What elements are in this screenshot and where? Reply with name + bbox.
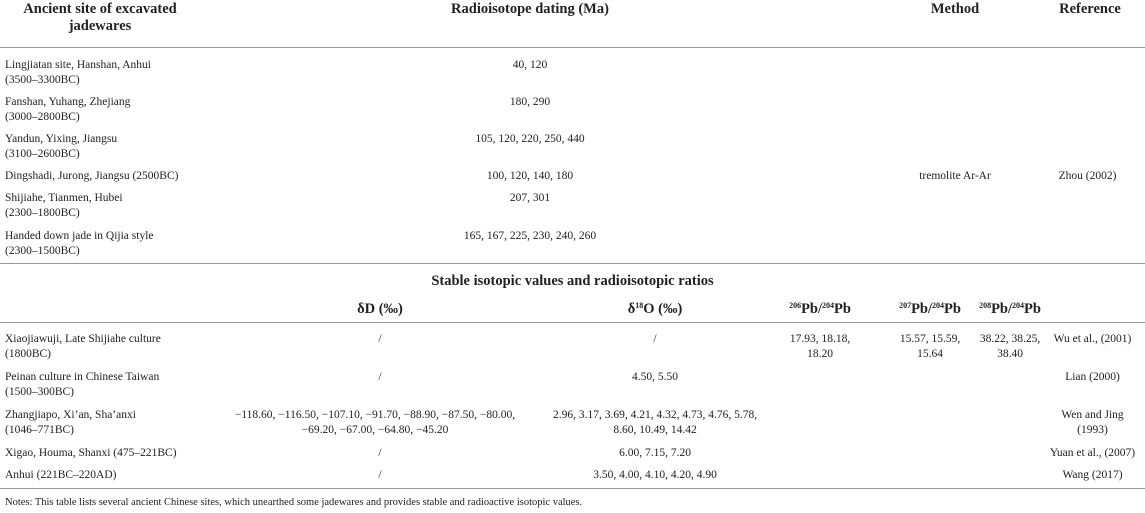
header-pb207: $^{207}$Pb/$^{204}$Pb (899, 301, 961, 317)
bottom-rule (0, 488, 1145, 489)
iso-reference: Wen and Jing (1993) (1061, 409, 1124, 436)
header-site: Ancient site of excavated jadewares (23, 1, 177, 34)
dating-ages: 40, 120 (512, 59, 548, 71)
header-dating: Radioisotope dating (Ma) (451, 1, 609, 17)
iso-d18O: 2.96, 3.17, 3.69, 4.21, 4.32, 4.73, 4.76, 5.78, 8.60, 10.49, 14.42 (552, 409, 758, 436)
header-pb208: $^{208}$Pb/$^{204}$Pb (979, 301, 1041, 317)
iso-reference: Lian (2000) (1065, 371, 1120, 383)
dating-site: Yandun, Yixing, Jiangsu (3100–2600BC) (5, 133, 118, 160)
header-reference: Reference (1059, 1, 1121, 17)
iso-d18O: / (653, 333, 657, 345)
iso-reference: Wang (2017) (1062, 469, 1123, 481)
dating-site: Handed down jade in Qijia style (2300–1500BC) (5, 230, 154, 257)
dating-ages: 100, 120, 140, 180 (486, 170, 574, 182)
header-dD: δD (‰) (357, 301, 403, 317)
dating-ages: 207, 301 (509, 192, 551, 204)
dating-site: Dingshadi, Jurong, Jiangsu (2500BC) (5, 170, 179, 182)
section-rule (0, 263, 1145, 264)
section-title: Stable isotopic values and radioisotopic ratios (431, 273, 714, 289)
table-notes: Notes: This table lists several ancient Chinese sites, which unearthed some jadewares and provides stable and radioactive isotopic values. (5, 497, 583, 508)
iso-pb206: 17.93, 18.18, 18.20 (789, 333, 851, 360)
iso-d18O: 6.00, 7.15, 7.20 (619, 447, 691, 459)
dating-ages: 165, 167, 225, 230, 240, 260 (463, 230, 597, 242)
iso-d18O: 3.50, 4.00, 4.10, 4.20, 4.90 (593, 469, 717, 481)
iso-site: Xiaojiawuji, Late Shijiahe culture (1800BC) (5, 333, 161, 360)
dating-ages: 180, 290 (509, 96, 551, 108)
header-method: Method (930, 1, 980, 17)
iso-dD: / (378, 447, 382, 459)
iso-reference: Yuan et al., (2007) (1049, 447, 1136, 459)
iso-site: Peinan culture in Chinese Taiwan (1500–300BC) (5, 371, 160, 398)
iso-site: Zhangjiapo, Xi’an, Sha’anxi (1046–771BC) (5, 409, 136, 436)
header-pb206: $^{206}$Pb/$^{204}$Pb (789, 301, 851, 317)
iso-d18O: 4.50, 5.50 (632, 371, 678, 383)
iso-reference: Wu et al., (2001) (1053, 333, 1132, 345)
iso-site: Xigao, Houma, Shanxi (475–221BC) (5, 447, 177, 459)
iso-pb207: 15.57, 15.59, 15.64 (899, 333, 961, 360)
iso-pb208: 38.22, 38.25, 38.40 (979, 333, 1041, 360)
dating-reference: Zhou (2002) (1058, 170, 1117, 182)
dating-site: Lingjiatan site, Hanshan, Anhui (3500–3300BC) (5, 59, 151, 86)
iso-dD: / (378, 469, 382, 481)
dating-site: Fanshan, Yuhang, Zhejiang (3000–2800BC) (5, 96, 131, 123)
iso-site: Anhui (221BC–220AD) (5, 469, 117, 481)
iso-dD: / (378, 333, 382, 345)
iso-dD: −118.60, −116.50, −107.10, −91.70, −88.90, −87.50, −80.00, −69.20, −67.00, −64.80, −45.20 (234, 409, 516, 436)
iso-header-rule (0, 322, 1145, 323)
header-rule (0, 47, 1145, 48)
dating-site: Shijiahe, Tianmen, Hubei (2300–1800BC) (5, 192, 123, 219)
header-d18O: $\delta^{18}O$ (‰) (627, 301, 683, 317)
iso-dD: / (378, 371, 382, 383)
dating-method: tremolite Ar-Ar (919, 170, 991, 182)
dating-ages: 105, 120, 220, 250, 440 (475, 133, 585, 145)
